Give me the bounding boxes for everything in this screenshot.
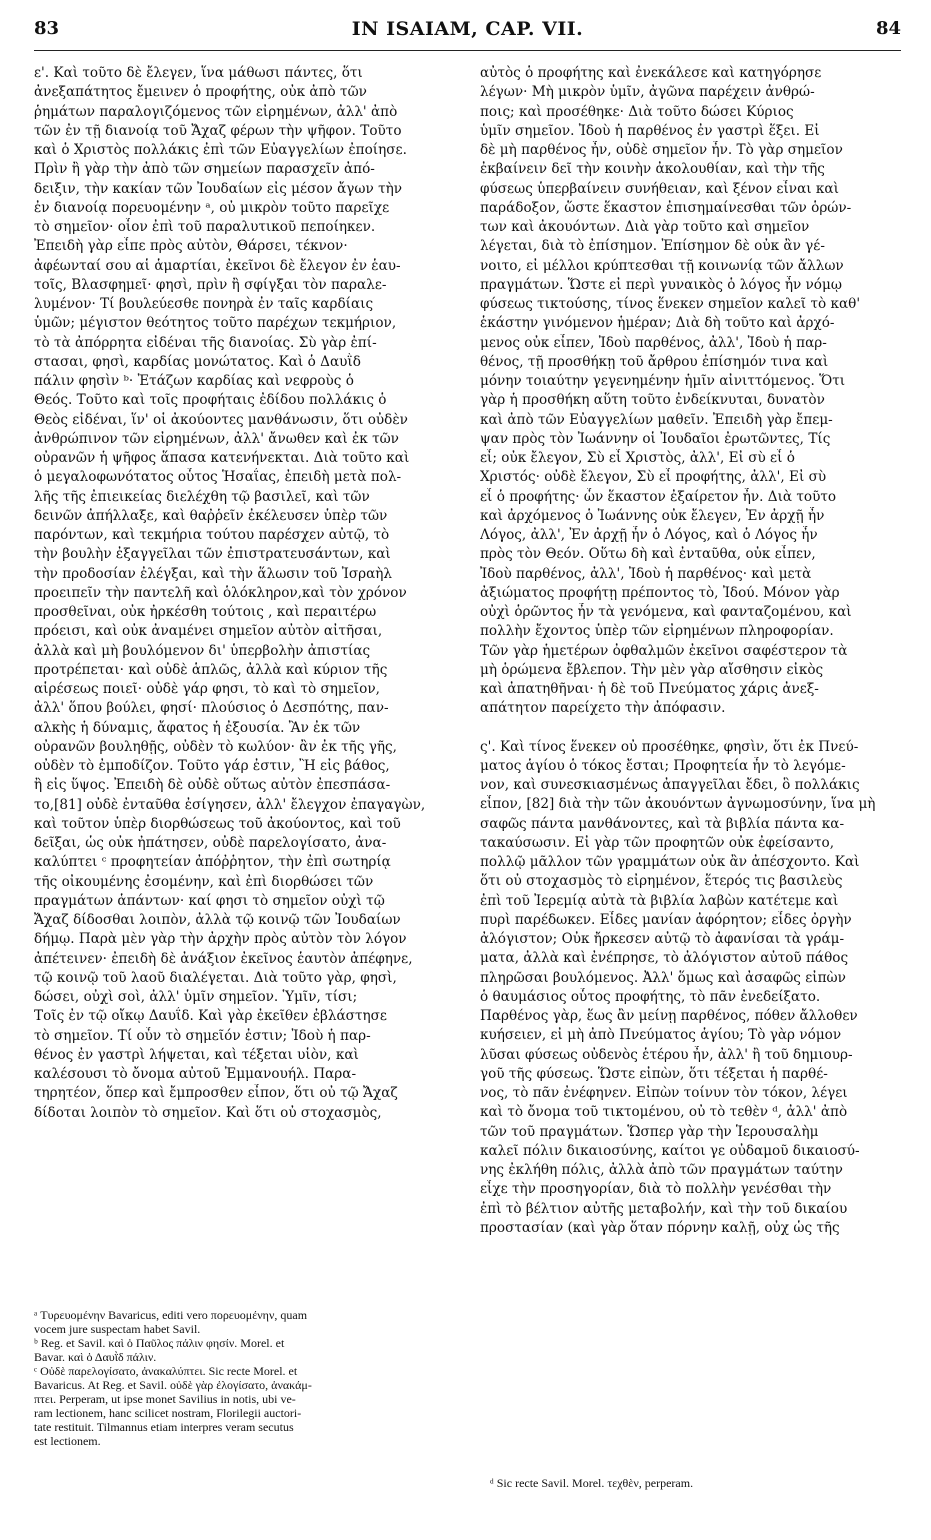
text-line: αλκὴς ἡ δύναμις, ἄφατος ἡ ἐξουσία. Ἂν ἐκ τῶν [34, 719, 361, 736]
text-line: τὴν προδοσίαν ἐλέγξαι, καὶ τὴν ἅλωσιν τοῦ Ἰσραὴλ [34, 565, 393, 582]
text-line: Χριστός· οὐδὲ ἔλεγον, Σὺ εἶ προφήτης, ἀλλ', Εἰ σὺ [480, 469, 827, 486]
page-header [34, 14, 901, 44]
text-line: δίδοται λοιπὸν τὸ σημεῖον. Καὶ ὅτι οὐ στοχασμὸς, [34, 1104, 382, 1121]
footnotes-left [34, 1308, 457, 1448]
text-line: ὑμῶν; μέγιστον θεότητος τοῦτο παρέχων τεκμήριον, [34, 315, 397, 332]
text-line: οὐρανῶν βουληθῇς, οὐδὲν τὸ κωλύον· ἂν ἐκ τῆς γῆς, [34, 738, 397, 755]
text-line: λυμένον· Τί βουλεύεσθε πονηρὰ ἐν ταῖς καρδίαις [34, 296, 374, 312]
text-line: παρόντων, καὶ τεκμήρια τούτου παρέσχεν αὐτῷ, τὸ [34, 527, 390, 543]
text-line: οὐδὲν τὸ ἐμποδίζον. Τοῦτο γάρ ἐστιν, Ἢ εἰς βάθος, [34, 758, 390, 774]
text-line: Τῶν γὰρ ἡμετέρων ὀφθαλμῶν ἐκεῖνοι σαφέστερον τὰ [480, 642, 848, 659]
text-line: Πρὶν ἢ γὰρ τὴν ἀπὸ τῶν σημείων παρασχεῖν ἀπό- [34, 161, 375, 178]
text-line: πυρὶ παρέδωκεν. Εἶδες μανίαν ἀφόρητον; εἶδες ὀργὴν [480, 911, 852, 928]
text-line: ἐπὶ τὸ βέλτιον αὐτῆς μεταβολήν, καὶ τὴν τοῦ δικαίου [480, 1200, 848, 1217]
text-line: ψαν πρὸς τὸν Ἰωάννην οἱ Ἰουδαῖοι ἐρωτῶντες, Τίς [480, 430, 831, 447]
footnote-line: vocem jure suspectam habet Savil. [34, 1322, 201, 1336]
text-line: τοῖς, Βλασφημεῖ· φησὶ, πρὶν ἢ σφίγξαι τὸν παραλε- [34, 276, 387, 293]
text-line: λῦσαι φύσεως οὐδενὸς ἑτέρου ἦν, ἀλλ' ἢ τοῦ δημιουρ- [480, 1046, 853, 1063]
text-line: καλεῖ πόλιν δικαιοσύνης, καίτοι γε οὐδαμοῦ δικαιοσύ- [480, 1142, 860, 1159]
text-line: πολλῷ μᾶλλον τῶν γραμμάτων οὐκ ἂν ἀπέσχοντο. Καὶ [480, 854, 860, 870]
text-line: παράδοξον, ὥστε ἕκαστον ἐπισημαίνεσθαι τῶν ὁρών- [480, 199, 852, 216]
footnote-line: ᵃ Τυρευομένην Bavaricus, editi vero πορευομένην, quam [34, 1308, 308, 1322]
text-line: Θεός. Τοῦτο καὶ τοῖς προφήταις ἐδίδου πολλάκις ὁ [34, 392, 387, 409]
text-line: αἱρέσεως ποιεῖ· οὐδὲ γάρ φησι, τὸ καὶ τὸ σημεῖον, [34, 681, 380, 697]
text-line: ἀξιώματος προφήτῃ πρέποντος τὸ, Ἰδού. Μόνον γὰρ [480, 584, 840, 601]
text-line: φύσεως τικτούσης, τίνος ἕνεκεν σημεῖον καλεῖ τὸ καθ' [480, 296, 861, 312]
text-line: φύσεως ὑπερβαίνειν συνήθειαν, καὶ ξένον εἶναι καὶ [480, 180, 839, 197]
text-line: καὶ ὁ Χριστὸς πολλάκις ἐπὶ τῶν Εὐαγγελίων ἐποίησε. [34, 142, 407, 158]
text-line: καὶ τὸ ὄνομα τοῦ τικτομένου, οὐ τὸ τεθὲν ᵈ, ἀλλ' ἀπὸ [480, 1104, 848, 1121]
footnote-line: Bavaricus. At Reg. et Savil. οὐδὲ γὰρ ἐλογίσατο, ἀνακάμ- [34, 1378, 312, 1392]
text-line: καὶ τοῦτον ὑπὲρ διορθώσεως τοῦ ἀκούοντος, καὶ τοῦ [34, 815, 401, 832]
text-line: ἐκβαίνειν δεῖ τὴν κοινὴν ἀκολουθίαν, καὶ τὴν τῆς [480, 161, 825, 178]
text-line: ὅτι οὐ στοχασμὸς τὸ εἰρημένον, ἕτερός τις βασιλεὺς [480, 873, 843, 890]
text-line: στασαι, φησὶ, καρδίας μονώτατος. Καὶ ὁ Δαυῒδ [34, 353, 361, 370]
text-line: τακαύσωσιν. Εἰ γὰρ τῶν προφητῶν οὐκ ἐφείσαντο, [480, 834, 835, 851]
text-line: κυήσειεν, εἰ μὴ ἀπὸ Πνεύματος ἁγίου; Τὸ γὰρ νόμον [480, 1027, 842, 1044]
text-line: αὐτὸς ὁ προφήτης καὶ ἐνεκάλεσε καὶ κατηγόρησε [480, 65, 822, 81]
text-line: πολλὴν ἔχοντος ὑπὲρ τῶν εἰρημένων πληροφορίαν. [480, 623, 834, 640]
text-line: θένος, τῇ προσθήκῃ τοῦ ἄρθρου ἐπίσημόν τινα καὶ [480, 353, 829, 370]
text-line: Παρθένος γὰρ, ἕως ἂν μείνῃ παρθένος, πόθεν ἄλλοθεν [480, 1008, 858, 1024]
text-line: θένος ἐν γαστρὶ λήψεται, καὶ τέξεται υἱὸν, καὶ [34, 1046, 359, 1063]
text-line: δεῖξαι, ὡς οὐκ ἠπάτησεν, οὐδὲ παρελογίσατο, ἀνα- [34, 835, 387, 851]
text-line: τῶν ἐν τῇ διανοίᾳ τοῦ Ἄχαζ φέρων τὴν ψῆφον. Τοῦτο [34, 122, 402, 139]
footnote-line: tate restituit. Tilmannus etiam interpres veram secutus [34, 1420, 294, 1434]
footnote-line: est lectionem. [34, 1434, 101, 1448]
text-line: ἀνθρώπινον τῶν εἰρημένων, ἀλλ' ἄνωθεν καὶ ἐκ τῶν [34, 430, 399, 447]
text-line: το,[81] οὐδὲ ἐνταῦθα ἐσίγησεν, ἀλλ' ἔλεγχον ἐπαγαγὼν, [34, 796, 426, 813]
text-line: δὲ μὴ παρθένος ἦν, οὐδὲ σημεῖον ἦν. Τὸ γὰρ σημεῖον [480, 142, 843, 158]
text-line: δώσει, οὐχὶ σοὶ, ἀλλ' ὑμῖν σημεῖον. Ὑμῖν, τίσι; [34, 989, 358, 1005]
text-line: δεινῶν ἀπήλλαξε, καὶ θαῤῥεῖν ἐκέλευσεν ὑπὲρ τῶν [34, 507, 388, 524]
text-line: νον, καὶ συνεσκιασμένως ἀπαγγεῖλαι ἔδει, ὃ πολλάκις [480, 777, 860, 793]
left-column [34, 64, 457, 1123]
text-line: λέγων· Μὴ μικρὸν ὑμῖν, ἀγῶνα παρέχειν ἀνθρώ- [480, 84, 815, 101]
footnote-line: Bavar. καὶ ὁ Δαυῒδ πάλιν. [34, 1350, 157, 1364]
text-line: ἢ εἰς ὕψος. Ἐπειδὴ δὲ οὐδὲ οὕτως αὐτὸν ἐπεσπάσα- [34, 777, 391, 794]
text-line: ἀνεξαπάτητος ἔμεινεν ὁ προφήτης, οὐκ ἀπὸ τῶν [34, 84, 367, 101]
text-line: εἶ; οὐκ ἔλεγον, Σὺ εἶ Χριστὸς, ἀλλ', Εἰ σὺ εἶ ὁ [480, 450, 795, 466]
text-line: τὸ τὰ ἀπόρρητα εἰδέναι τῆς διανοίας. Σὺ γὰρ ἐπί- [34, 334, 377, 351]
text-line: προσθεῖναι, οὐκ ἠρκέσθη τούτοις , καὶ περαιτέρω [34, 604, 377, 620]
text-line: Ἐπειδὴ γὰρ εἶπε πρὸς αὐτὸν, Θάρσει, τέκνον· [34, 238, 348, 255]
text-line: νοιτο, εἰ μέλλοι κρύπτεσθαι τῇ κοινωνίᾳ τῶν ἄλλων [480, 257, 844, 274]
text-line: ἐν διανοίᾳ πορευομένην ᵃ, οὐ μικρὸν τοῦτο παρεῖχε [34, 199, 390, 216]
text-line: λῆς τῆς ἐπιεικείας διελέχθη τῷ βασιλεῖ, καὶ τῶν [34, 488, 370, 505]
text-line: ἑκάστην γινόμενον ἡμέραν; Διὰ δὴ τοῦτο καὶ ἀρχό- [480, 315, 835, 332]
text-line: Ἰδοὺ παρθένος, ἀλλ', Ἰδοὺ ἡ παρθένος· καὶ μετὰ [480, 565, 812, 582]
text-line: ἀλλ' ὅπου βούλει, φησί· πλούσιος ὁ Δεσπότης, παν- [34, 700, 389, 717]
text-line: εἶχε τὴν προσηγορίαν, διὰ τὸ πολλὴν γενέσθαι τὴν [480, 1181, 832, 1198]
text-line: εἶ ὁ προφήτης· ὧν ἕκαστον ἐξαίρετον ἦν. Διὰ τοῦτο [480, 488, 837, 505]
text-line: καὶ ἀρχόμενος ὁ Ἰωάννης οὐκ ἔλεγεν, Ἐν ἀρχῇ ἦν [480, 507, 825, 524]
text-line: οὐχὶ ὁρῶντος ἦν τὰ γενόμενα, καὶ φανταζομένου, καὶ [480, 604, 852, 620]
running-title: IN ISAIAM, CAP. VII. [351, 18, 584, 40]
page-number-left: 83 [34, 18, 60, 39]
footnote-right [490, 1476, 903, 1490]
text-line: πρόεισι, καὶ οὐκ ἀναμένει σημεῖον αὐτὸν αἰτῆσαι, [34, 623, 383, 640]
footnote-line: ᵈ Sic recte Savil. Morel. τεχθὲν, perperam. [490, 1476, 694, 1490]
text-line: τῶν τοῦ πραγμάτων. Ὥσπερ γὰρ τὴν Ἱερουσαλὴμ [480, 1123, 819, 1140]
text-line: ματα, ἀλλὰ καὶ ἐνέπρησε, τὸ ἀλόγιστον αὐτοῦ πάθος [480, 950, 849, 967]
right-column-paragraph-1 [480, 64, 903, 719]
text-line: ἀπέτεινεν· ἐπειδὴ δὲ ἀνάξιον ἐκεῖνος ἑαυτὸν ἀπέφηνε, [34, 950, 413, 967]
text-line: γοῦ τῆς φύσεως. Ὥστε εἰπὼν, ὅτι τέξεται ἡ παρθέ- [480, 1065, 828, 1082]
footnote-line: ram lectionem, hanc scilicet nostram, Florilegii auctori- [34, 1406, 302, 1420]
text-line: Ἄχαζ δίδοσθαι λοιπὸν, ἀλλὰ τῷ κοινῷ τῶν Ἰουδαίων [34, 912, 401, 928]
text-line: Τοῖς ἐν τῷ οἴκῳ Δαυΐδ. Καὶ γὰρ ἐκεῖθεν ἐβλάστησε [34, 1008, 387, 1025]
text-line: καὶ ἀπὸ τῶν Εὐαγγελίων μαθεῖν. Ἐπειδὴ γὰρ ἔπεμ- [480, 411, 833, 428]
text-line: τηρητέον, ὅπερ καὶ ἔμπροσθεν εἶπον, ὅτι οὐ τῷ Ἄχαζ [34, 1085, 398, 1102]
text-line: ἀλλὰ καὶ μὴ βουλόμενον δι' ὑπερβολὴν ἀπιστίας [34, 642, 371, 659]
text-line: καλύπτει ᶜ προφητείαν ἀπόῤῥητον, τὴν ἐπὶ σωτηρίᾳ [34, 854, 391, 871]
page-number-right: 84 [875, 18, 901, 39]
text-line: δήμῳ. Παρὰ μὲν γὰρ τὴν ἀρχὴν πρὸς αὐτὸν τὸν λόγον [34, 931, 407, 948]
text-line: μόνην τοιαύτην γεγενημένην ἡμῖν αἰνιττόμενος. Ὅτι [480, 373, 846, 389]
text-line: πρὸς τὸν Θεόν. Οὕτω δὴ καὶ ἐνταῦθα, οὐκ εἶπεν, [480, 546, 816, 563]
text-line: μενος οὐκ εἶπεν, Ἰδοὺ παρθένος, ἀλλ', Ἰδοὺ ἡ παρ- [480, 334, 827, 351]
text-line: λέγεται, διὰ τὸ ἐπίσημον. Ἐπίσημον δὲ οὐκ ἂν γέ- [480, 238, 825, 255]
text-line: ὁ θαυμάσιος οὗτος προφήτης, τὸ πᾶν ἐνεδείξατο. [480, 988, 821, 1005]
text-line: ὁ μεγαλοφωνότατος οὗτος Ἡσαΐας, ἐπειδὴ μετὰ πολ- [34, 469, 402, 486]
text-line: τῷ κοινῷ τοῦ λαοῦ διαλέγεται. Διὰ τοῦτο γὰρ, φησὶ, [34, 969, 397, 986]
text-line: Λόγος, ἀλλ', Ἐν ἀρχῇ ἦν ὁ Λόγος, καὶ ὁ Λόγος ἦν [480, 527, 818, 543]
text-line: ῥημάτων παραλογιζόμενος τῶν εἰρημένων, ἀλλ' ἀπὸ [34, 103, 398, 120]
header-rule [34, 50, 901, 51]
text-line: τὸ σημεῖον. Τί οὖν τὸ σημεῖόν ἐστιν; Ἰδοὺ ἡ παρ- [34, 1027, 371, 1044]
text-line: ἀφέωνταί σου αἱ ἁμαρτίαι, ἐκεῖνοι δὲ ἔλεγον ἐν ἑαυ- [34, 257, 401, 274]
footnote-line: πτει. Perperam, ut ipse monet Savilius in notis, ubi ve- [34, 1392, 296, 1406]
text-line: καλέσουσι τὸ ὄνομα αὐτοῦ Ἐμμανουήλ. Παρα- [34, 1066, 357, 1082]
text-line: πληρῶσαι βουλόμενος. Ἀλλ' ὅμως καὶ ἀσαφῶς εἰπὼν [480, 969, 846, 986]
text-line: δειξιν, τὴν κακίαν τῶν Ἰουδαίων εἰς μέσον ἄγων τὴν [34, 180, 403, 197]
text-line: τὸ σημεῖον· οἷον ἐπὶ τοῦ παραλυτικοῦ πεποίηκεν. [34, 219, 376, 235]
text-line: γὰρ ἡ προσθήκη αὕτη τοῦτο ἐνδείκνυται, δυνατὸν [480, 392, 825, 409]
text-line: οὐρανῶν ἡ ψῆφος ἅπασα κατενήνεκται. Διὰ τοῦτο καὶ [34, 450, 410, 466]
text-line: μὴ ὁρώμενα ἔβλεπον. Τὴν μὲν γὰρ αἴσθησιν εἰκὸς [480, 661, 824, 678]
text-line: νης ἐκλήθη πόλις, ἀλλὰ ἀπὸ τῶν πραγμάτων ταύτην [480, 1162, 843, 1178]
left-column-text [34, 64, 457, 1123]
text-line: Θεὸς εἰδέναι, ἵν' οἱ ἀκούοντες μανθάνωσιν, ὅτι οὐδὲν [34, 411, 408, 428]
footnote-line: ᶜ Οὐδὲ παρελογίσατο, ἀνακαλύπτει. Sic recte Morel. et [34, 1364, 298, 1378]
text-line: εἶπον, [82] διὰ τὴν τῶν ἀκουόντων ἀγνωμοσύνην, ἵνα μὴ [480, 796, 876, 813]
right-column-paragraph-2 [480, 738, 903, 1239]
text-line: πραγμάτων. Ὥστε εἰ περὶ γυναικὸς ὁ λόγος ἦν νόμῳ [480, 276, 842, 293]
text-line: τὴν βουλὴν ἐξαγγεῖλαι τῶν ἐπιστρατευσάντων, καὶ [34, 546, 391, 563]
text-line: σαφῶς πάντα μανθάνοντες, καὶ τὰ βιβλία πάντα κα- [480, 815, 845, 832]
text-line: προειπεῖν τὴν παντελῆ καὶ ὁλόκληρον,καὶ τὸν χρόνον [34, 584, 407, 601]
text-line: απάτητον παρείχετο τὴν ἀπόφασιν. [480, 700, 726, 717]
text-line: ς'. Καὶ τίνος ἕνεκεν οὐ προσέθηκε, φησὶν, ὅτι ἐκ Πνεύ- [480, 738, 859, 755]
text-line: ὑμῖν σημεῖον. Ἰδοὺ ἡ παρθένος ἐν γαστρὶ ἕξει. Εἰ [480, 122, 820, 139]
text-line: ματος ἁγίου ὁ τόκος ἔσται; Προφητεία ἦν τὸ λεγόμε- [480, 757, 846, 774]
text-line: των καὶ ἀκουόντων. Διὰ γὰρ τοῦτο καὶ σημεῖον [480, 219, 810, 235]
text-line: ε'. Καὶ τοῦτο δὲ ἔλεγεν, ἵνα μάθωσι πάντες, ὅτι [34, 65, 363, 81]
text-line: πραγμάτων ἁπάντων· καί φησι τὸ σημεῖον οὐχὶ τῷ [34, 892, 385, 909]
text-line: προστασίαν (καὶ γὰρ ὅταν πόρνην καλῇ, οὐχ ὡς τῆς [480, 1219, 840, 1236]
text-line: τῆς οἰκουμένης ἐσομένην, καὶ ἐπὶ διορθώσει τῶν [34, 873, 374, 890]
text-line: ἀλόγιστον; Οὐκ ἤρκεσεν αὐτῷ τὸ ἀφανίσαι τὰ γράμ- [480, 931, 845, 947]
text-line: ἐπὶ τοῦ Ἰερεμίᾳ αὐτὰ τὰ βιβλία λαβὼν κατέτεμε καὶ [480, 892, 839, 909]
footnote-line: ᵇ Reg. et Savil. καὶ ὁ Παῦλος πάλιν φησίν. Morel. et [34, 1336, 285, 1350]
paragraph-gap [480, 719, 903, 738]
text-line: νος, τὸ πᾶν ἐνέφηνεν. Εἰπὼν τοίνυν τὸν τόκον, λέγει [480, 1085, 848, 1101]
text-line: προτρέπεται· καὶ οὐδὲ ἁπλῶς, ἀλλὰ καὶ κύριον τῆς [34, 661, 388, 678]
text-line: πάλιν φησὶν ᵇ· Ἐτάζων καρδίας καὶ νεφροὺς ὁ [34, 373, 354, 389]
text-line: καὶ ἀπατηθῆναι· ἡ δὲ τοῦ Πνεύματος χάρις ἀνεξ- [480, 681, 819, 697]
right-column [480, 64, 903, 1238]
text-line: ποις; καὶ προσέθηκε· Διὰ τοῦτο δώσει Κύριος [480, 103, 794, 120]
